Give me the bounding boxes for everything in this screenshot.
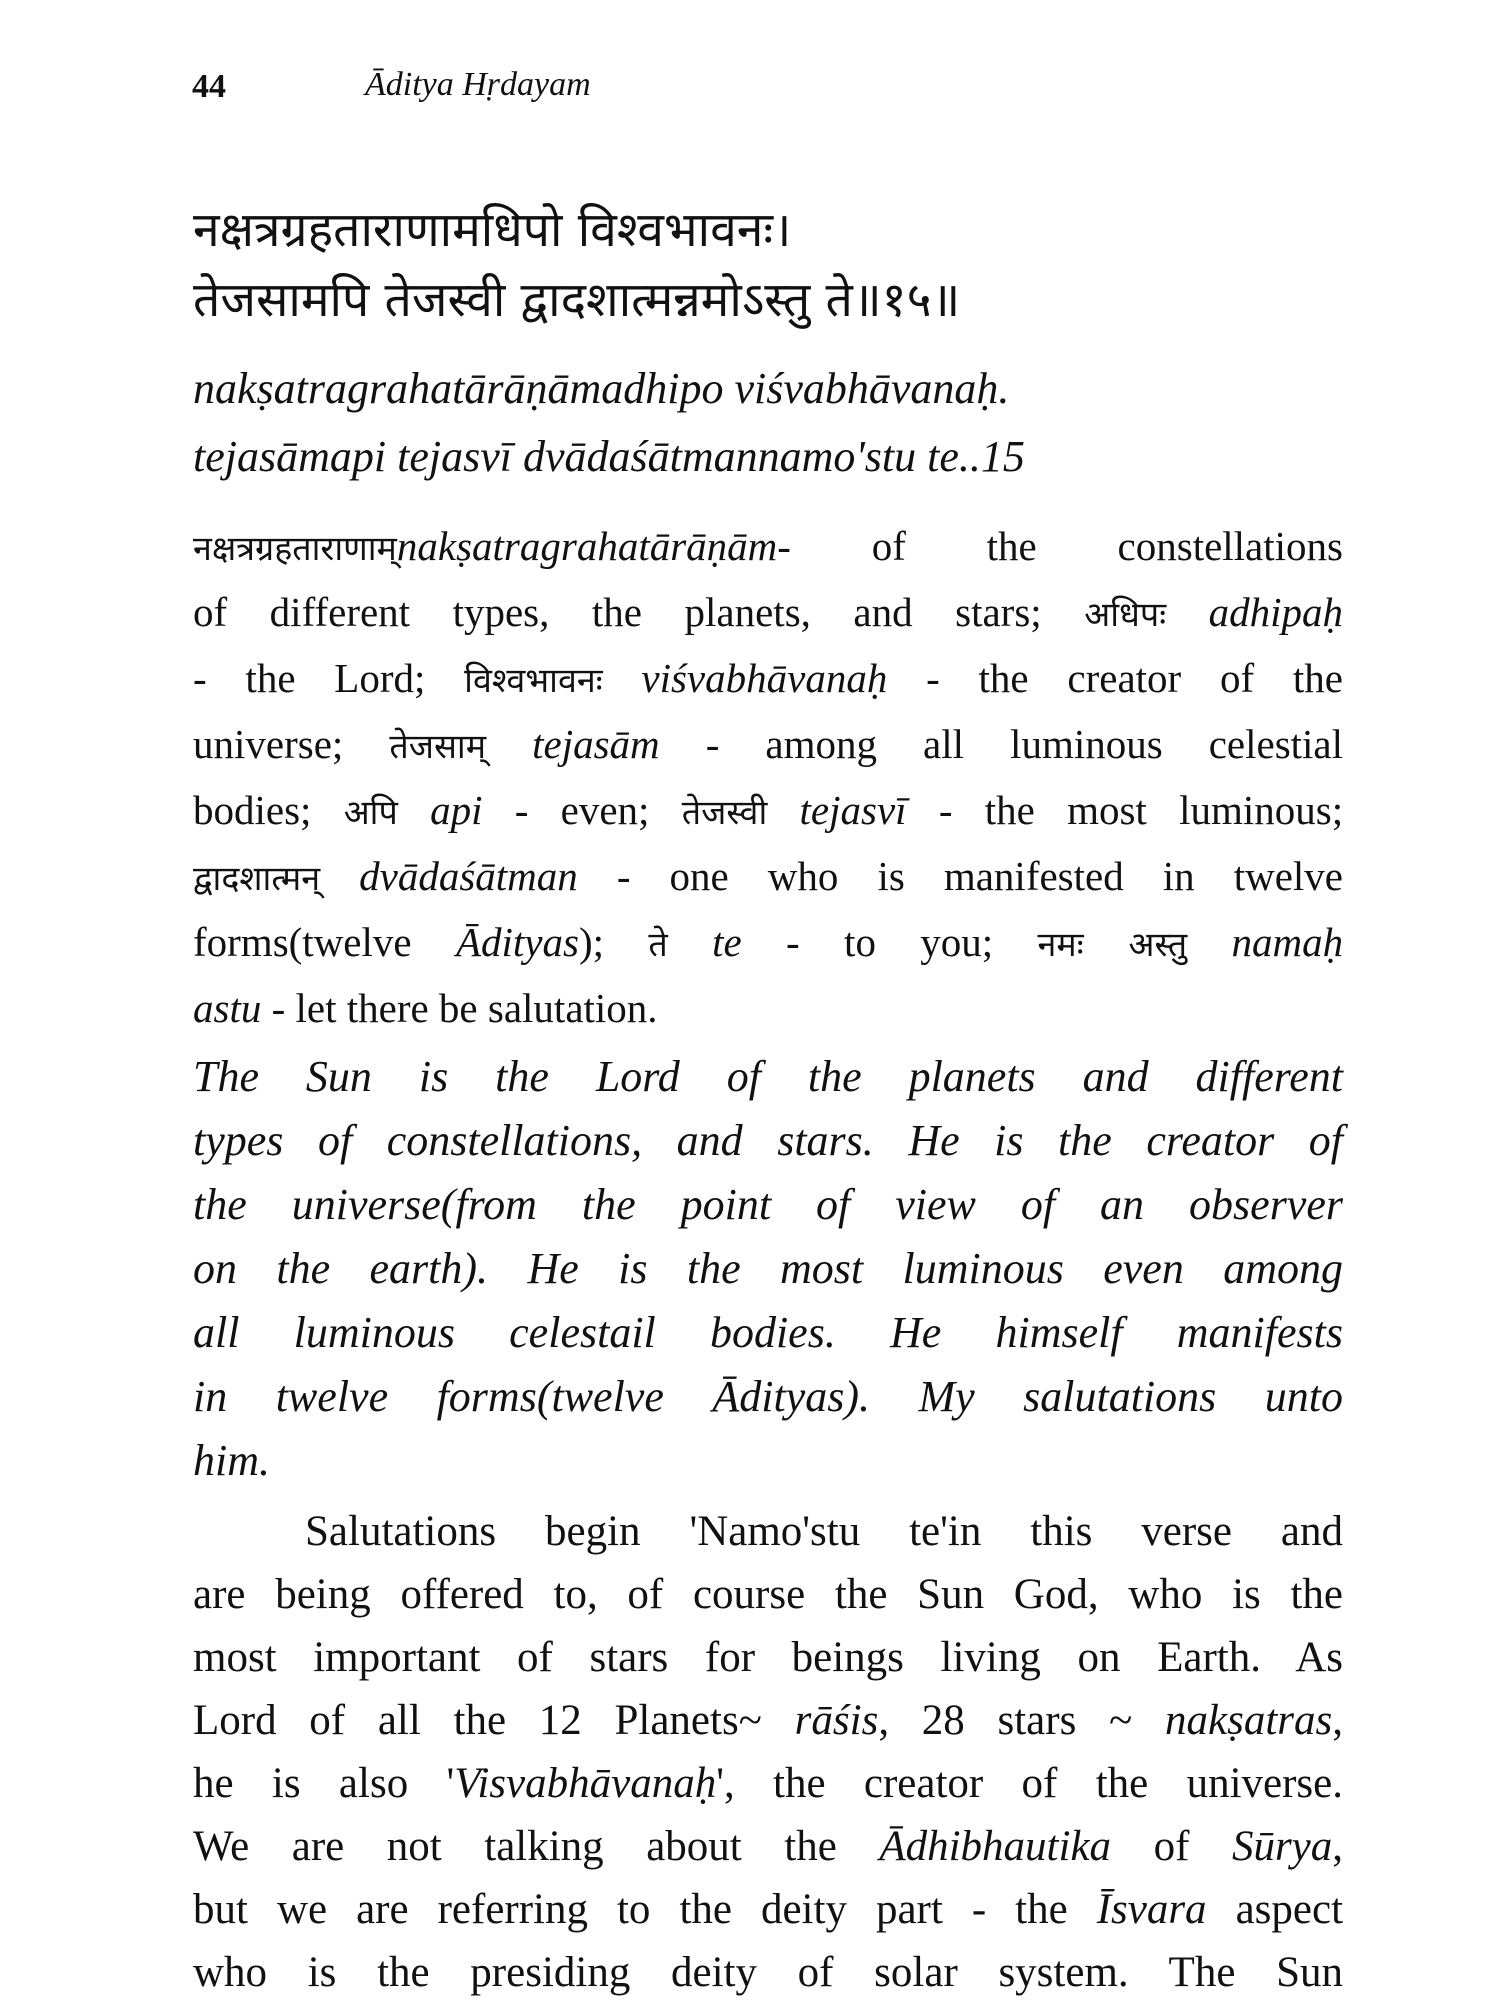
gloss-meaning: forms(twelve — [193, 919, 412, 965]
translit-term: Ādhibhautika — [879, 1823, 1112, 1870]
punctuation: , — [1332, 1823, 1344, 1870]
translit-term: namaḥ — [1231, 919, 1344, 965]
summary-line: types of constellations, and stars. He is the creator of — [193, 1116, 1343, 1165]
translit-term: Ādityas — [455, 919, 579, 965]
sanskrit-term: द्वादशात्मन् — [193, 859, 321, 899]
gloss-meaning: - even; — [514, 787, 650, 833]
sanskrit-term: अपि — [343, 793, 398, 833]
body-text: he is also ' — [193, 1760, 455, 1807]
gloss-line — [193, 713, 1343, 779]
summary-line: the universe(from the point of view of an observer — [193, 1180, 1343, 1229]
gloss-line — [193, 977, 1343, 1040]
translit-term: Sūrya — [1231, 1823, 1333, 1870]
body-text: ', the creator of the universe. — [716, 1760, 1343, 1807]
body-text: Salutations begin 'Namo'stu te'in this verse and — [305, 1508, 1343, 1555]
page-number: 44 — [192, 68, 226, 105]
body-text: of — [1153, 1823, 1190, 1870]
sanskrit-term: नमः अस्तु — [1037, 925, 1188, 965]
summary-line: him. — [193, 1436, 270, 1485]
punctuation: ); — [578, 919, 604, 965]
translit-term: dvādaśātman — [359, 853, 578, 899]
gloss-meaning: of different types, the planets, and stars; — [193, 589, 1042, 635]
translit-term: rāśis — [794, 1697, 879, 1744]
translit-term: Visvabhāvanaḥ — [454, 1760, 717, 1807]
sanskrit-term: विश्वभावनः — [464, 661, 603, 701]
translit-line: nakṣatragrahatārāṇāmadhipo viśvabhāvanaḥ. — [193, 364, 1010, 413]
summary-line: The Sun is the Lord of the planets and different — [193, 1052, 1343, 1101]
body-line — [193, 1626, 1343, 1689]
running-title: Āditya Hṛdayam — [365, 66, 591, 103]
gloss-line — [193, 581, 1343, 647]
gloss-meaning: - the Lord; — [193, 655, 426, 701]
gloss-meaning: - one who is manifested in twelve — [616, 853, 1343, 899]
body-line — [193, 1563, 1343, 1626]
body-text: , 28 stars ~ — [878, 1697, 1133, 1744]
body-text: who is the presiding deity of solar system. The Sun — [193, 1949, 1343, 1996]
commentary — [193, 1500, 1343, 2004]
body-line — [193, 1815, 1343, 1878]
word-meanings — [193, 515, 1343, 1040]
gloss-meaning: - the creator of the — [926, 655, 1343, 701]
body-text: Lord of all the 12 Planets~ — [193, 1697, 762, 1744]
body-line — [193, 1500, 1343, 1563]
gloss-meaning: - of the constellations — [777, 523, 1343, 569]
sanskrit-term: ते — [648, 925, 668, 965]
translit-term: Īsvara — [1096, 1886, 1207, 1933]
verse-line: तेजसामपि तेजस्वी द्वादशात्मन्नमोऽस्तु ते॥१५॥ — [193, 272, 961, 328]
body-line — [193, 1689, 1343, 1752]
verse-transliteration — [193, 355, 1343, 491]
gloss-line — [193, 779, 1343, 845]
translit-term: te — [712, 919, 742, 965]
body-text: are being offered to, of course the Sun God, who is the — [193, 1571, 1343, 1618]
sanskrit-term: नक्षत्रग्रहताराणाम् — [193, 529, 397, 569]
punctuation: , — [1332, 1697, 1343, 1744]
body-line — [193, 1752, 1343, 1815]
body-text: aspect — [1235, 1886, 1344, 1933]
summary-line: all luminous celestail bodies. He himself manifests — [193, 1308, 1343, 1357]
translit-term: astu — [193, 985, 262, 1031]
translit-term: api — [430, 787, 483, 833]
verse-summary — [193, 1045, 1343, 1493]
gloss-line — [193, 845, 1343, 911]
translit-term: nakṣatras — [1165, 1697, 1333, 1744]
body-text: but we are referring to the deity part - the — [193, 1886, 1068, 1933]
body-line — [193, 1941, 1343, 2004]
sanskrit-term: तेजस्वी — [681, 793, 768, 833]
body-text: most important of stars for beings living on Earth. As — [193, 1634, 1343, 1681]
body-line — [193, 1878, 1343, 1941]
gloss-meaning: - the most luminous; — [938, 787, 1344, 833]
translit-term: adhipaḥ — [1208, 589, 1344, 635]
gloss-meaning: bodies; — [193, 787, 312, 833]
sanskrit-term: तेजसाम् — [389, 727, 487, 767]
summary-line: in twelve forms(twelve Ādityas). My salutations unto — [193, 1372, 1343, 1421]
verse-line: नक्षत्रग्रहताराणामधिपो विश्वभावनः। — [193, 202, 792, 258]
gloss-meaning: - to you; — [786, 919, 994, 965]
translit-term: tejasvī — [799, 787, 907, 833]
translit-line: tejasāmapi tejasvī dvādaśātmannamo'stu te..15 — [193, 432, 1025, 481]
gloss-line — [193, 647, 1343, 713]
gloss-line — [193, 515, 1343, 581]
body-text: We are not talking about the — [193, 1823, 837, 1870]
gloss-meaning: universe; — [193, 721, 344, 767]
translit-term: viśvabhāvanaḥ — [641, 655, 888, 701]
sanskrit-term: अधिपः — [1084, 595, 1167, 635]
gloss-meaning: - among all luminous celestial — [705, 721, 1344, 767]
translit-term: nakṣatragrahatārāṇām — [396, 523, 778, 569]
gloss-line — [193, 911, 1343, 977]
translit-term: tejasām — [532, 721, 660, 767]
page-header — [192, 66, 591, 106]
gloss-meaning: - let there be salutation. — [271, 985, 658, 1031]
summary-line: on the earth). He is the most luminous even among — [193, 1244, 1343, 1293]
verse-devanagari — [193, 195, 1343, 335]
